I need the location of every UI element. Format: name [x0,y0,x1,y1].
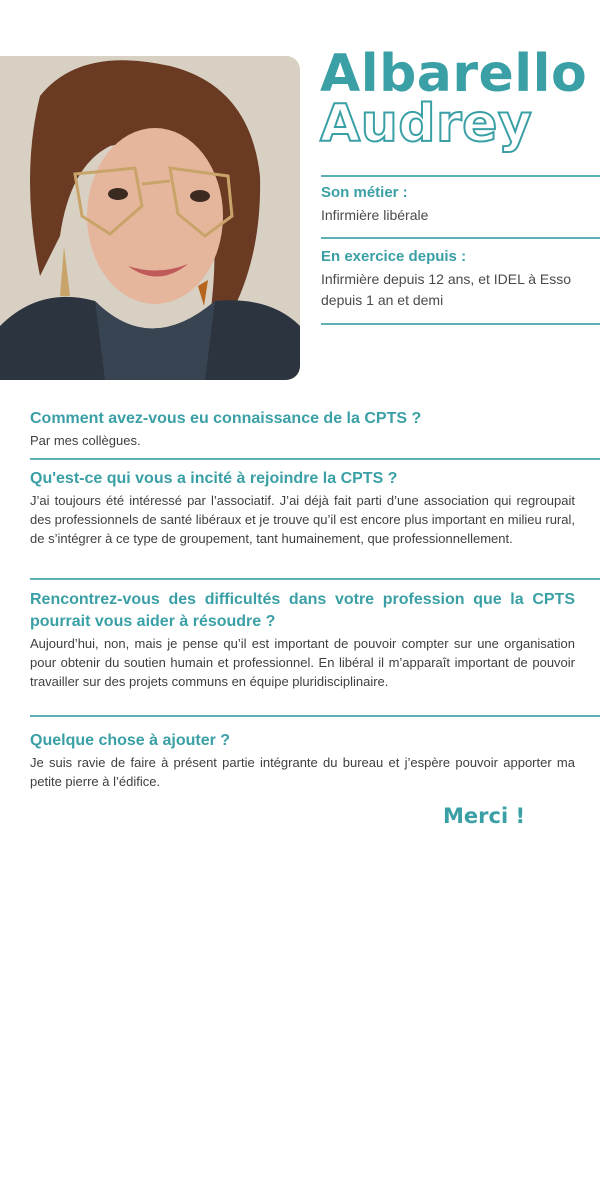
first-name-heading: Albarello [320,44,588,104]
answer: J’ai toujours été intéressé par l’associatif. J’ai déjà fait parti d’une association qui regroupait des professionnels de santé libéraux et je trouve qu’il est encore plus important en milieu rural, de s’intégrer à ce type de groupement, tant humainement, que professionnellement. [30,493,575,546]
divider [321,237,600,239]
answer: Je suis ravie de faire à présent partie intégrante du bureau et j’espère pouvoir apporter ma petite pierre à l’édifice. [30,755,575,789]
portrait-illustration [0,56,300,380]
divider [30,578,600,580]
portrait-photo [0,56,300,380]
since-value-line-1: Infirmière depuis 12 ans, et IDEL à Esso [321,271,572,287]
since-value-line-2: depuis 1 an et demi [321,292,444,308]
question: Qu'est-ce qui vous a incité à rejoindre la CPTS ? [30,470,398,487]
question: Comment avez-vous eu connaissance de la CPTS ? [30,410,422,427]
qa-item [30,468,575,548]
qa-item [30,408,575,450]
question: Quelque chose à ajouter ? [30,732,231,749]
qa-item [30,730,575,791]
divider [321,175,600,177]
divider [30,715,600,717]
job-label: Son métier : [321,184,408,201]
job-value: Infirmière libérale [321,207,429,223]
question: Rencontrez-vous des difficultés dans votre profession que la CPTS pourrait vous aider à résoudre ? [30,591,575,630]
qa-item [30,589,575,691]
divider [321,323,600,325]
answer: Par mes collègues. [30,433,141,448]
last-name-heading: Audrey [320,94,533,154]
since-label: En exercice depuis : [321,248,467,265]
divider [30,458,600,460]
answer: Aujourd’hui, non, mais je pense qu’il est important de pouvoir compter sur une organisation pour obtenir du soutien humain et professionnel. En libéral il m’apparaît important de pouvoir travailler sur des projets communs en équipe pluridisciplinaire. [30,636,575,689]
closing-text: Merci ! [443,804,526,828]
